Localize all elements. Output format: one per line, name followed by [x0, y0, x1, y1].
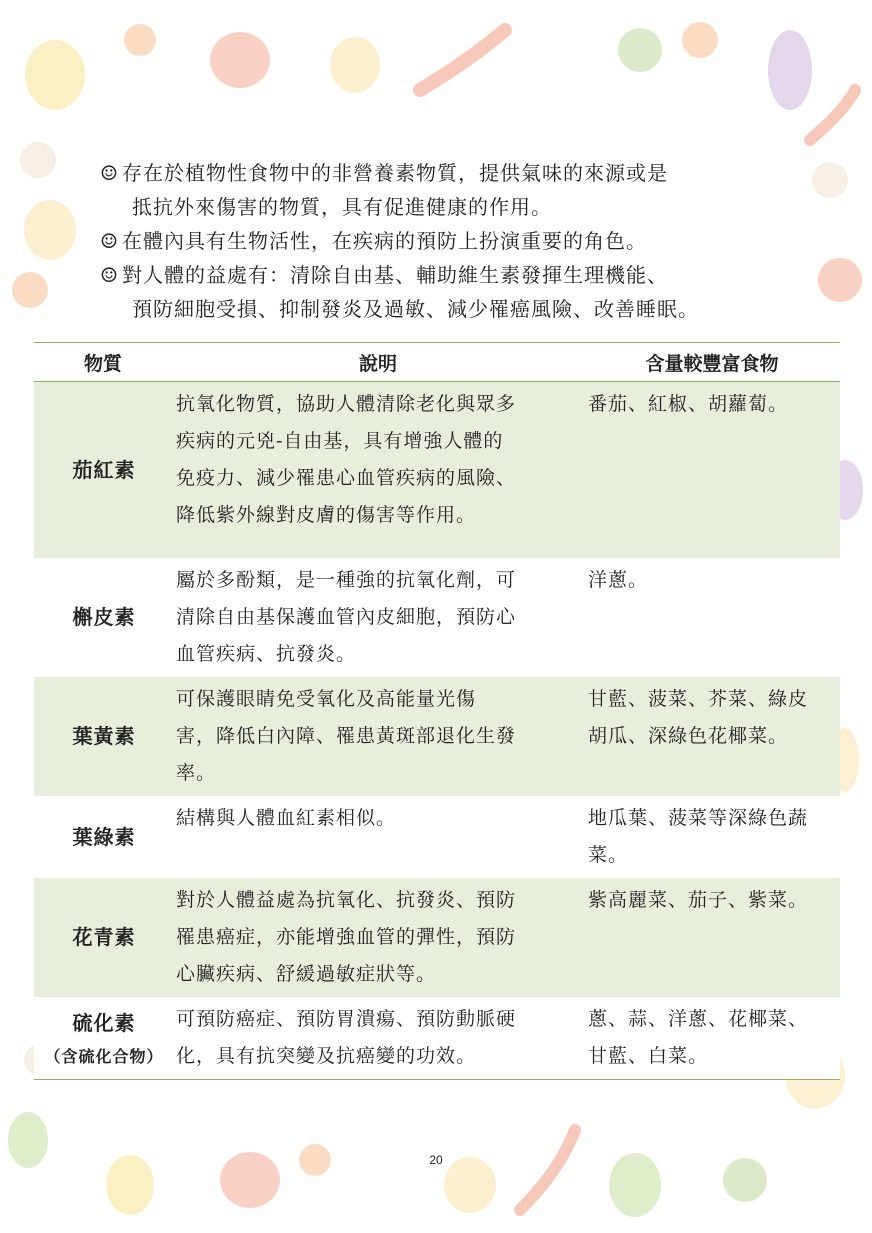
- foods-line: 菜。: [588, 844, 629, 866]
- table-row: [34, 796, 840, 878]
- description-cell: [172, 796, 584, 878]
- description-line: 心臟疾病、舒緩過敏症狀等。: [176, 963, 437, 985]
- description-cell: [172, 677, 584, 796]
- description-line: 免疫力、減少罹患心血管疾病的風險、: [176, 467, 517, 489]
- description-cell: [172, 878, 584, 997]
- smiley-icon: ☺: [100, 161, 119, 185]
- foods-cell: [584, 796, 840, 878]
- description-cell: [172, 382, 584, 559]
- description-line: 率。: [176, 762, 217, 784]
- bullet-item: [100, 224, 780, 258]
- description-line: 疾病的元兇-自由基，具有增強人體的: [176, 430, 504, 452]
- substance-name: 花青素: [34, 878, 172, 997]
- bullet-text: 抵抗外來傷害的物質，具有促進健康的作用。: [132, 195, 552, 219]
- phytochemical-table: [34, 342, 840, 1080]
- table-row: [34, 382, 840, 559]
- description-line: 可預防癌症、預防胃潰瘍、預防動脈硬: [176, 1008, 517, 1030]
- table-row: [34, 878, 840, 997]
- table-row: [34, 677, 840, 796]
- description-line: 清除自由基保護血管內皮細胞，預防心: [176, 606, 517, 628]
- description-cell: [172, 997, 584, 1080]
- bullet-text: 預防細胞受損、抑制發炎及過敏、減少罹癌風險、改善睡眠。: [132, 297, 699, 321]
- foods-cell: [584, 677, 840, 796]
- foods-line: 番茄、紅椒、胡蘿蔔。: [588, 393, 789, 415]
- description-line: 降低紫外線對皮膚的傷害等作用。: [176, 504, 477, 526]
- substance-name: 葉綠素: [34, 796, 172, 878]
- intro-bullets: [100, 156, 780, 326]
- foods-line: 蔥、蒜、洋蔥、花椰菜、: [588, 1008, 809, 1030]
- substance-name: 茄紅素: [34, 382, 172, 559]
- table-header-row: [34, 343, 840, 382]
- substance-name: 硫化素: [72, 1010, 136, 1035]
- bullet-text: 在體內具有生物活性，在疾病的預防上扮演重要的角色。: [122, 229, 647, 253]
- bullet-item: [100, 156, 780, 224]
- bullet-text: 對人體的益處有：清除自由基、輔助維生素發揮生理機能、: [122, 263, 668, 287]
- bullet-text: 存在於植物性食物中的非營養素物質，提供氣味的來源或是: [122, 161, 668, 185]
- foods-line: 甘藍、白菜。: [588, 1045, 709, 1067]
- bullet-item: [100, 258, 780, 326]
- table-row: [34, 997, 840, 1080]
- header-foods: 含量較豐富食物: [584, 343, 840, 382]
- description-line: 可保護眼睛免受氧化及高能量光傷: [176, 688, 477, 710]
- header-description: 說明: [172, 343, 584, 382]
- table-row: [34, 558, 840, 677]
- description-line: 對於人體益處為抗氧化、抗發炎、預防: [176, 889, 517, 911]
- foods-line: 胡瓜、深綠色花椰菜。: [588, 725, 789, 747]
- header-substance: 物質: [34, 343, 172, 382]
- smiley-icon: ☺: [100, 229, 119, 253]
- description-line: 血管疾病、抗發炎。: [176, 643, 357, 665]
- foods-cell: [584, 382, 840, 559]
- page-number: 20: [429, 1153, 443, 1167]
- description-line: 害，降低白內障、罹患黃斑部退化生發: [176, 725, 517, 747]
- smiley-icon: ☺: [100, 263, 119, 287]
- substance-name-cell: [34, 997, 172, 1080]
- substance-name: 葉黃素: [34, 677, 172, 796]
- foods-cell: [584, 997, 840, 1080]
- foods-line: 洋蔥。: [588, 569, 649, 591]
- substance-name: 槲皮素: [34, 558, 172, 677]
- foods-cell: [584, 558, 840, 677]
- description-line: 抗氧化物質，協助人體清除老化與眾多: [176, 393, 517, 415]
- substance-subname: （含硫化合物）: [44, 1046, 164, 1066]
- description-line: 罹患癌症，亦能增強血管的彈性，預防: [176, 926, 517, 948]
- description-line: 化，具有抗突變及抗癌變的功效。: [176, 1045, 477, 1067]
- description-cell: [172, 558, 584, 677]
- foods-line: 地瓜葉、菠菜等深綠色蔬: [588, 807, 809, 829]
- foods-line: 紫高麗菜、茄子、紫菜。: [588, 889, 809, 911]
- foods-cell: [584, 878, 840, 997]
- foods-line: 甘藍、菠菜、芥菜、綠皮: [588, 688, 809, 710]
- description-line: 結構與人體血紅素相似。: [176, 807, 397, 829]
- description-line: 屬於多酚類，是一種強的抗氧化劑，可: [176, 569, 517, 591]
